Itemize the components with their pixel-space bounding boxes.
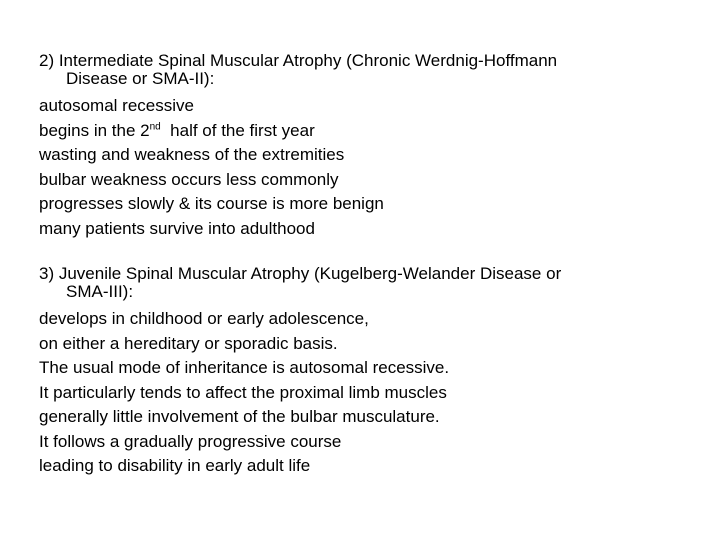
list-item: It follows a gradually progressive course [39,431,342,451]
list-item: many patients survive into adulthood [39,218,315,238]
list-item: on either a hereditary or sporadic basis. [39,333,338,353]
section-juvenile-sma [39,265,699,479]
list-item: It particularly tends to affect the proximal limb muscles [39,382,447,402]
list-item: bulbar weakness occurs less commonly [39,169,339,189]
section-intermediate-sma [39,52,699,241]
list-item: develops in childhood or early adolescence, [39,309,369,328]
section-heading: 2) Intermediate Spinal Muscular Atrophy (Chronic Werdnig-Hoffmann [39,51,558,70]
list-item: progresses slowly & its course is more benign [39,194,384,213]
list-item: autosomal recessive [39,96,194,115]
section-heading-continuation: Disease or SMA-II): [66,69,215,88]
section-heading-continuation: SMA-III): [66,282,134,301]
list-item: leading to disability in early adult life [39,456,311,475]
onset-prefix: begins in the 2 [39,120,150,140]
list-item-onset [39,119,699,144]
list-item: The usual mode of inheritance is autosomal recessive. [39,358,450,377]
list-item: wasting and weakness of the extremities [39,145,345,164]
section-heading: 3) Juvenile Spinal Muscular Atrophy (Kugelberg-Welander Disease or [39,264,562,283]
list-item: generally little involvement of the bulbar musculature. [39,407,440,426]
onset-superscript: nd [149,120,161,132]
onset-suffix: half of the first year [160,120,315,140]
